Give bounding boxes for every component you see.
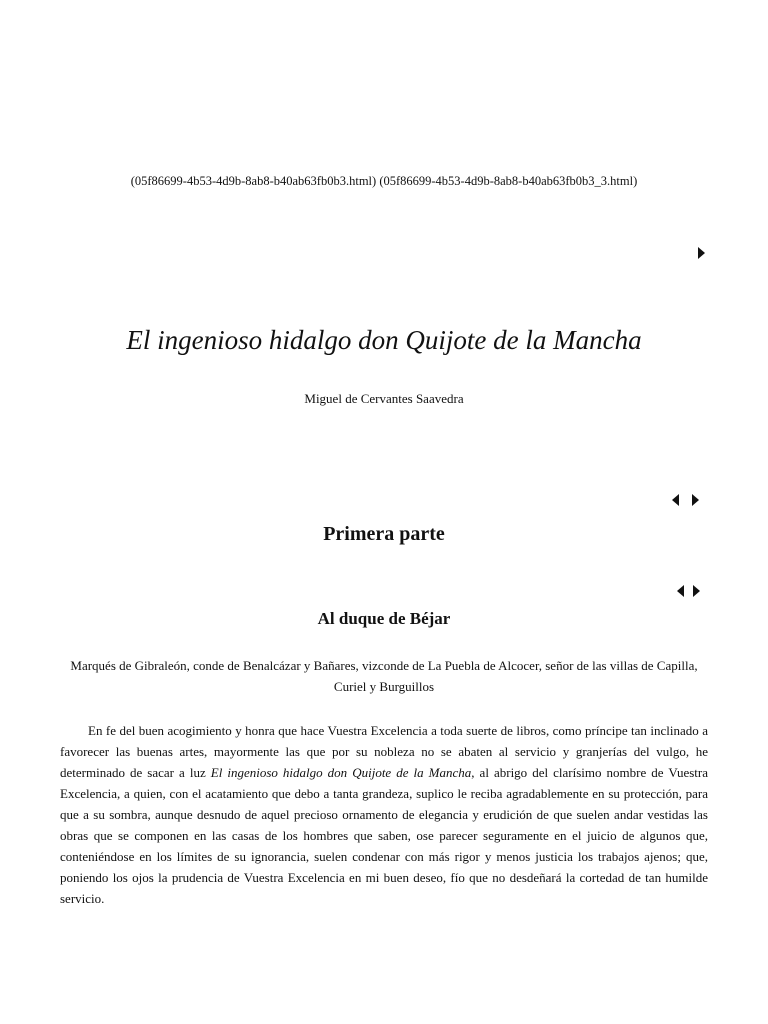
prev-arrow-icon[interactable] [677, 585, 684, 597]
paragraph-text-before: En fe del buen acogimiento y honra que hace Vuestra Excelencia a toda suerte de libros, como príncipe tan inclinado a favorecer las buenas artes, mayormente las que por su nobleza no se abaten al servicio y granjerías del vulgo, he determinado de sacar a luz [60, 723, 708, 780]
link-previous-file[interactable]: (05f86699-4b53-4d9b-8ab8-b40ab63fb0b3.html) [130, 174, 377, 188]
part-title: Primera parte [323, 523, 445, 545]
prev-arrow-icon[interactable] [672, 494, 679, 506]
paragraph-text-after: , al abrigo del clarísimo nombre de Vuestra Excelencia, a quien, con el acatamiento que debo a tanta grandeza, suplico le reciba agradablemente en su protección, para que a su sombra, aunque desnudo de aquel precioso ornamento de elegancia y erudición de que suelen andar vestidas las obras que se componen en las casas de los hombres que saben, ose parecer seguramente en el juicio de algunos que, conteniéndose en los límites de su ignorancia, suelen condenar con más rigor y menos justicia los trabajos ajenos; que, poniendo los ojos la prudencia de Vuestra Excelencia en mi buen deseo, fío que no desdeñará la cortedad de tan humilde servicio. [60, 765, 708, 906]
dedication-title: Al duque de Béjar [317, 609, 451, 628]
link-next-file[interactable]: (05f86699-4b53-4d9b-8ab8-b40ab63fb0b3_3.html) [379, 174, 638, 188]
dedication-subtitle: Marqués de Gibraleón, conde de Benalcázar y Bañares, vizconde de La Puebla de Alcocer, señor de las villas de Capilla, Curiel y Burguillos [70, 658, 698, 694]
book-author: Miguel de Cervantes Saavedra [304, 391, 464, 406]
book-title: El ingenioso hidalgo don Quijote de la Mancha [126, 325, 642, 355]
paragraph-book-title-italic: El ingenioso hidalgo don Quijote de la Mancha [210, 765, 472, 780]
navigation-links [0, 172, 768, 190]
next-arrow-icon[interactable] [698, 247, 705, 259]
next-arrow-icon[interactable] [693, 585, 700, 597]
next-arrow-icon[interactable] [692, 494, 699, 506]
dedication-paragraph [60, 720, 708, 909]
